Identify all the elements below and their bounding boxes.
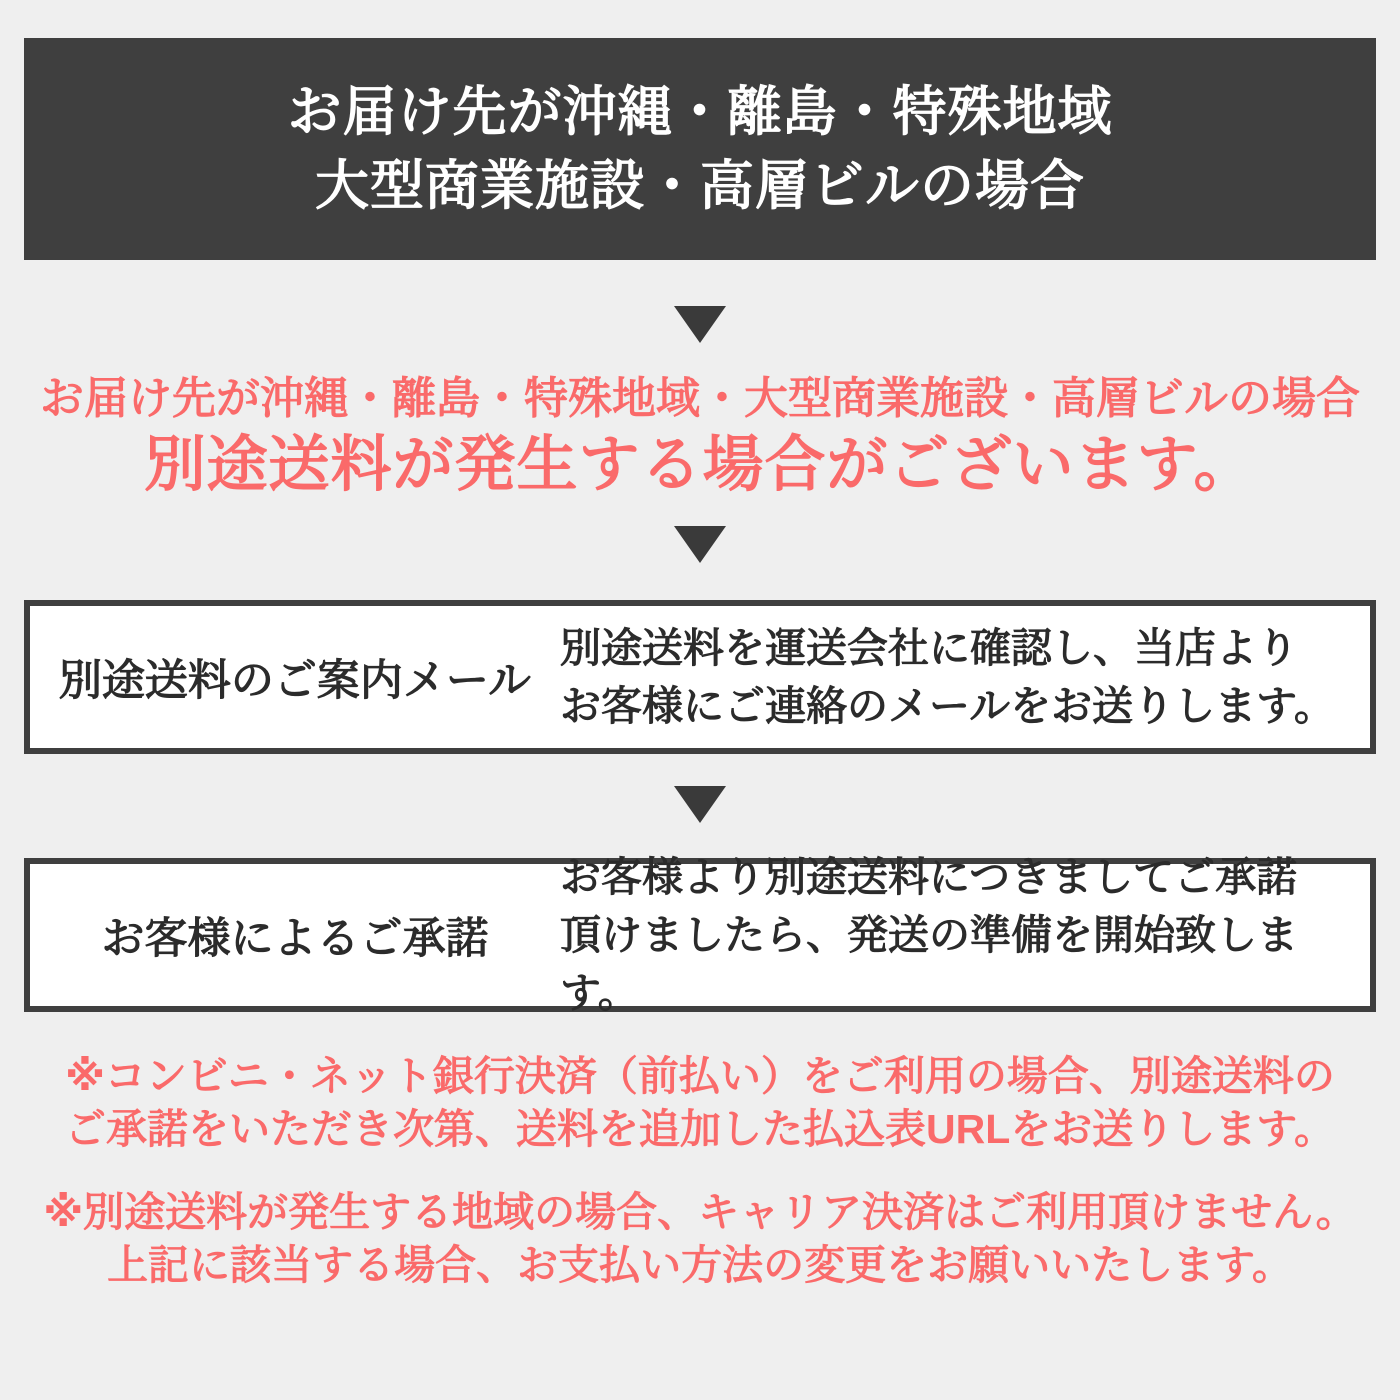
step-label: お客様によるご承諾	[101, 914, 489, 963]
header-banner	[24, 38, 1376, 260]
step-desc-line-2: お客様にご連絡のメールをお送りします。	[560, 683, 1335, 729]
step-box-customer-approval	[24, 854, 1376, 1016]
step-description	[560, 619, 1370, 735]
step-desc-line-1: 別途送料を運送会社に確認し、当店より	[560, 625, 1298, 671]
footnote-line-1: ※別途送料が発生する地域の場合、キャリア決済はご利用頂けません。	[43, 1189, 1357, 1235]
footnote-line-1: ※コンビニ・ネット銀行決済（前払い）をご利用の場合、別途送料の	[65, 1053, 1335, 1099]
step-label: 別途送料のご案内メール	[58, 656, 532, 705]
down-arrow-icon	[674, 526, 726, 563]
step-desc-line-2: 頂けましたら、発送の準備を開始致します。	[560, 912, 1298, 1016]
header-line-2: 大型商業施設・高層ビルの場合	[315, 156, 1085, 216]
lead-line-2: 別途送料が発生する場合がございます。	[144, 430, 1256, 498]
footnote-line-2: 上記に該当する場合、お支払い方法の変更をお願いいたします。	[107, 1242, 1293, 1288]
step-desc-line-1: お客様より別途送料につきましてご承諾	[560, 854, 1298, 900]
footnote-prepayment	[0, 1050, 1400, 1156]
lead-message	[0, 372, 1400, 502]
down-arrow-icon	[674, 786, 726, 823]
step-box-shipping-fee-email	[24, 600, 1376, 754]
footnote-carrier-payment	[0, 1186, 1400, 1292]
step-description	[560, 848, 1370, 1022]
down-arrow-icon	[674, 306, 726, 343]
lead-line-1: お届け先が沖縄・離島・特殊地域・大型商業施設・高層ビルの場合	[40, 374, 1360, 423]
header-line-1: お届け先が沖縄・離島・特殊地域	[287, 82, 1113, 142]
footnote-line-2: ご承諾をいただき次第、送料を追加した払込表URLをお送りします。	[65, 1106, 1335, 1152]
